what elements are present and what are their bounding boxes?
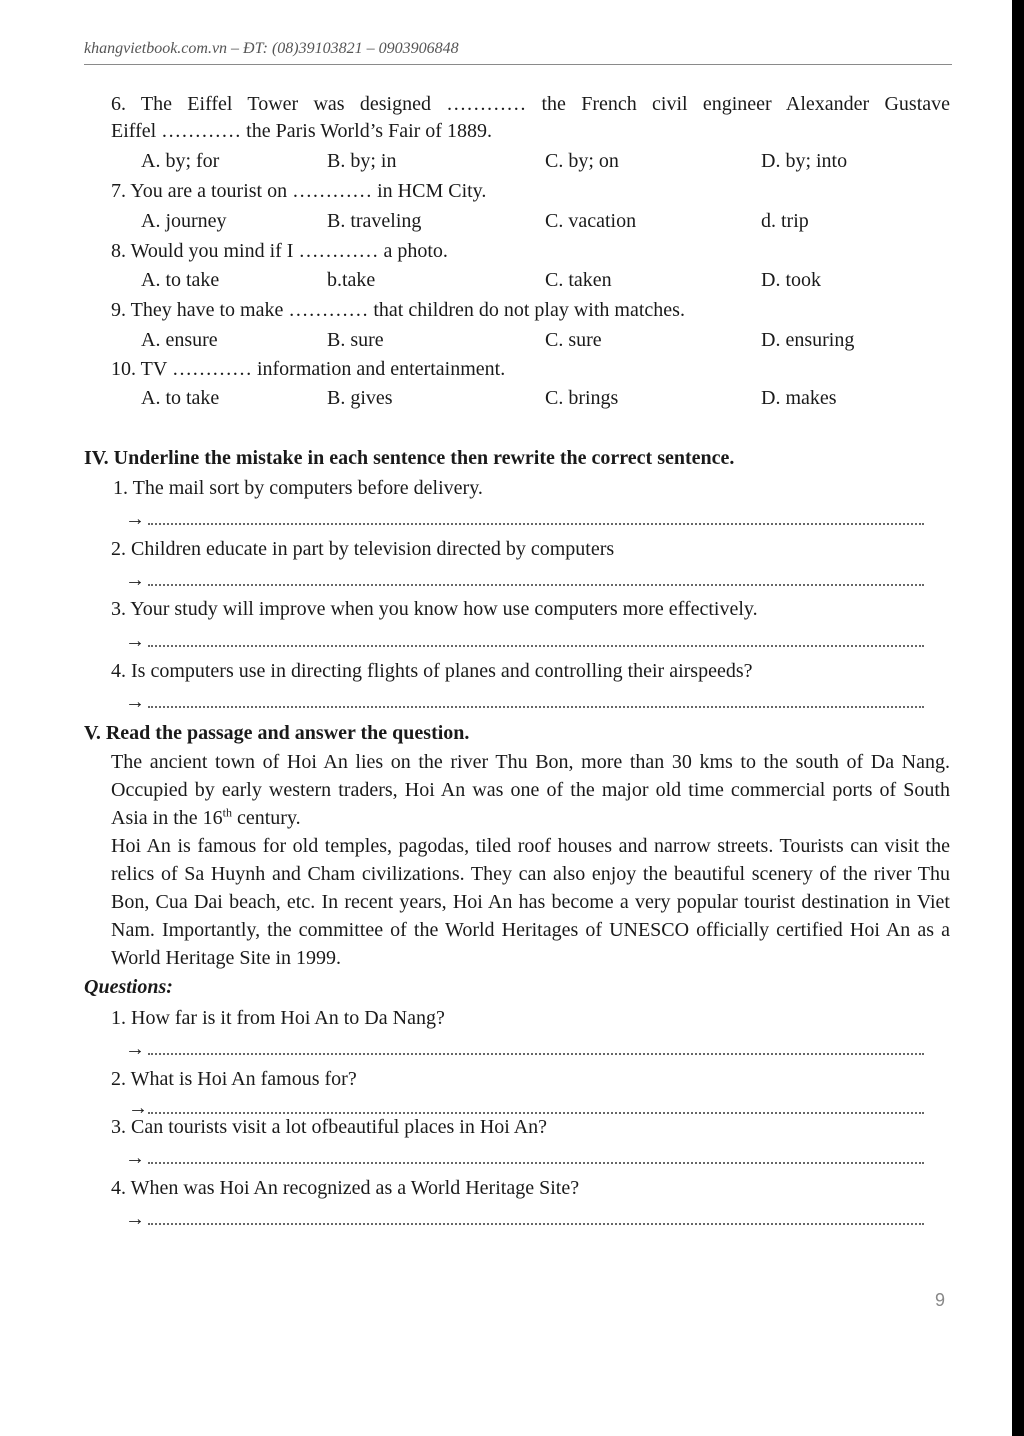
mistake-item-3: 3. Your study will improve when you know how use computers more effectively. — [111, 598, 758, 620]
answer-line[interactable] — [148, 645, 924, 647]
question-10-option-c: C. brings — [545, 387, 619, 409]
section-4-heading: IV. Underline the mistake in each sentence then rewrite the correct sentence. — [84, 447, 735, 469]
question-8-option-b: b.take — [327, 269, 376, 291]
arrow-icon: → — [125, 1208, 145, 1230]
question-7-option-b: B. traveling — [327, 210, 422, 232]
comprehension-question-4: 4. When was Hoi An recognized as a World Heritage Site? — [111, 1177, 580, 1199]
passage-paragraph-2: Hoi An is famous for old temples, pagodas, tiled roof houses and narrow streets. Tourists can visit the relics of Sa Huynh and Cham civilizations. They can also enjoy the beautiful scenery of the river Thu Bon, Cua Dai beach, etc. In recent years, Hoi An has become a very popular tourist destination in Viet Nam. Importantly, the committee of the World Heritages of UNESCO officially certified Hoi An as a World Heritage Site in 1999. — [111, 835, 950, 969]
answer-line[interactable] — [148, 523, 924, 525]
arrow-icon: → — [125, 508, 145, 530]
arrow-icon: → — [128, 1097, 148, 1119]
question-10: 10. TV ………… information and entertainment. — [111, 358, 506, 380]
arrow-icon: → — [125, 569, 145, 591]
page-number: 9 — [935, 1290, 946, 1310]
page-header: khangvietbook.com.vn – ĐT: (08)39103821 – 0903906848 — [84, 40, 459, 57]
arrow-icon: → — [125, 630, 145, 652]
question-6-line1: 6. The Eiffel Tower was designed ………… the French civil engineer Alexander Gustave — [111, 93, 950, 115]
question-10-option-d: D. makes — [761, 387, 837, 409]
question-10-option-a: A. to take — [141, 387, 220, 409]
question-7: 7. You are a tourist on ………… in HCM City. — [111, 180, 487, 202]
answer-line[interactable] — [148, 584, 924, 586]
question-9-option-b: B. sure — [327, 329, 384, 351]
question-6-option-a: A. by; for — [141, 150, 220, 172]
questions-label: Questions: — [84, 976, 173, 998]
question-9-option-c: C. sure — [545, 329, 602, 351]
comprehension-question-1: 1. How far is it from Hoi An to Da Nang? — [111, 1007, 445, 1029]
question-7-option-c: C. vacation — [545, 210, 637, 232]
mistake-item-1: 1. The mail sort by computers before delivery. — [113, 477, 483, 499]
arrow-icon: → — [125, 1147, 145, 1169]
question-6-option-d: D. by; into — [761, 150, 848, 172]
comprehension-question-3: 3. Can tourists visit a lot ofbeautiful places in Hoi An? — [111, 1116, 548, 1138]
passage-paragraph-1: The ancient town of Hoi An lies on the river Thu Bon, more than 30 kms to the south of Da Nang. Occupied by early western traders, Hoi An was one of the major old time commercial ports of South Asia in the 16th century. — [111, 751, 950, 829]
arrow-icon: → — [125, 691, 145, 713]
question-9-option-d: D. ensuring — [761, 329, 855, 351]
arrow-icon: → — [125, 1038, 145, 1060]
answer-line[interactable] — [148, 706, 924, 708]
mistake-item-2: 2. Children educate in part by television directed by computers — [111, 538, 615, 560]
question-8-option-a: A. to take — [141, 269, 220, 291]
question-8-option-c: C. taken — [545, 269, 612, 291]
question-9-option-a: A. ensure — [141, 329, 218, 351]
answer-line[interactable] — [148, 1053, 924, 1055]
comprehension-question-2: 2. What is Hoi An famous for? — [111, 1068, 357, 1090]
section-5-heading: V. Read the passage and answer the question. — [84, 722, 470, 744]
answer-line[interactable] — [148, 1223, 924, 1225]
header-rule — [84, 64, 952, 65]
question-6-line2: Eiffel ………… the Paris World’s Fair of 1889. — [111, 120, 492, 142]
question-8: 8. Would you mind if I ………… a photo. — [111, 240, 448, 262]
mistake-item-4: 4. Is computers use in directing flights of planes and controlling their airspeeds? — [111, 660, 753, 682]
question-6-option-c: C. by; on — [545, 150, 619, 172]
answer-line[interactable] — [148, 1162, 924, 1164]
question-10-option-b: B. gives — [327, 387, 393, 409]
question-8-option-d: D. took — [761, 269, 821, 291]
question-7-option-d: d. trip — [761, 210, 809, 232]
question-7-option-a: A. journey — [141, 210, 227, 232]
question-9: 9. They have to make ………… that children do not play with matches. — [111, 299, 685, 321]
passage — [111, 748, 950, 972]
question-6-option-b: B. by; in — [327, 150, 397, 172]
